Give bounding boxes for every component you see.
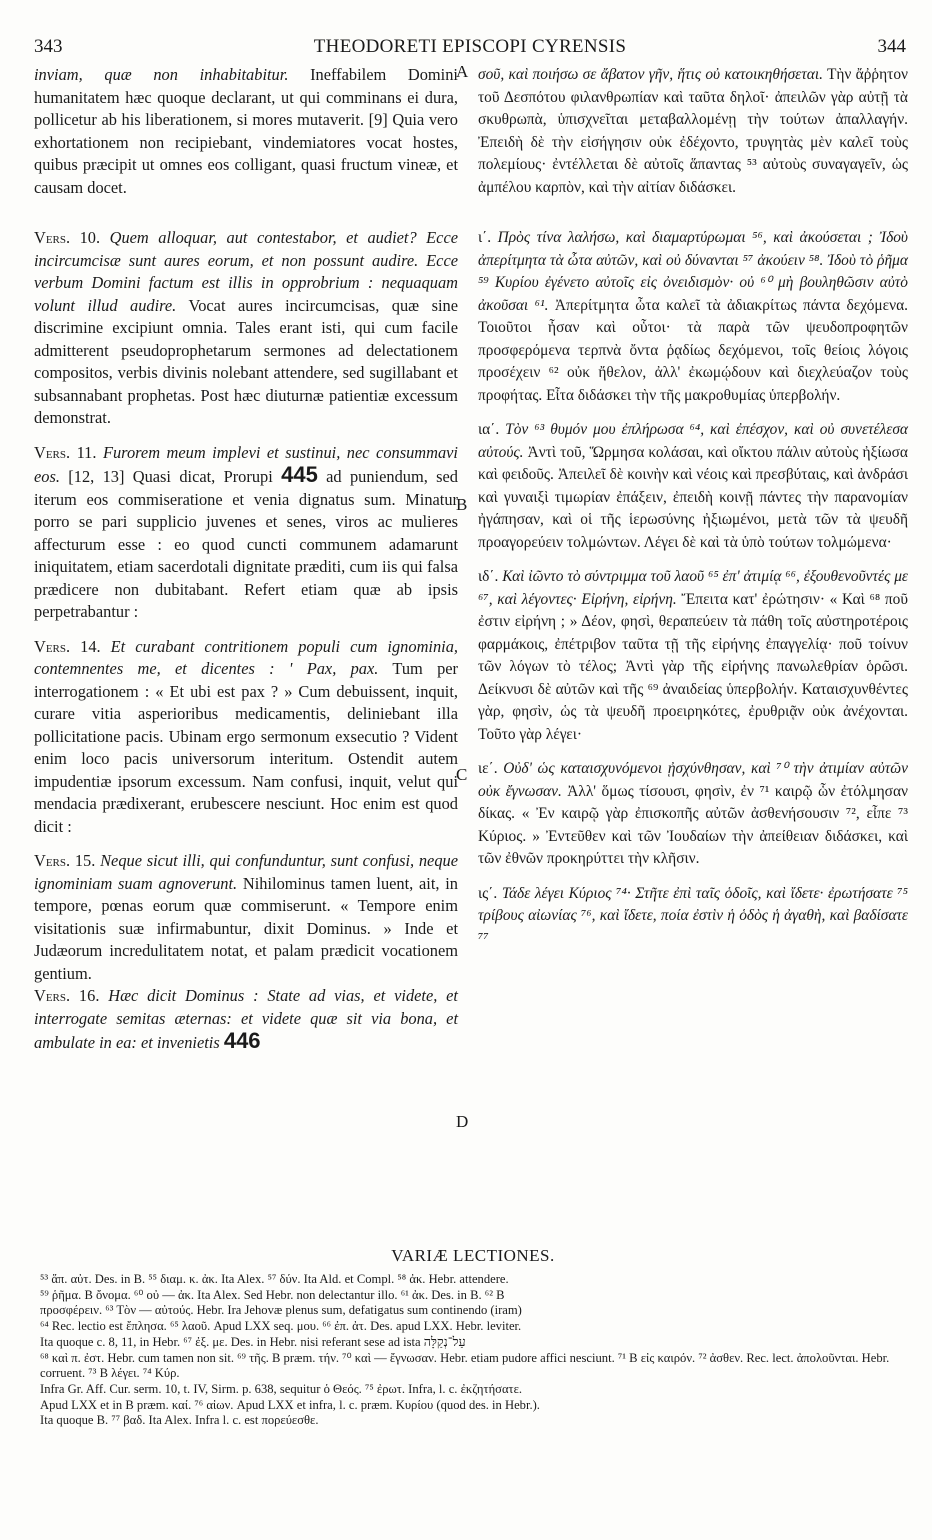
variant-note-line: ⁶⁸ καὶ π. ἐστ. Hebr. cum tamen non sit. ⁶⁹ τῆς. B præm. τήν. ⁷⁰ καὶ — ἔγνωσαν. Hebr. etiam pudore affici nesciunt. ⁷¹ B εἰς καιρόν. ⁷² ἀσθεν. Rec. lect. ἀπολοῦνται. Hebr. corruent. ⁷³ B λέγει. ⁷⁴ Κύρ. — [40, 1350, 890, 1381]
verse-label: Vers. 11. — [34, 442, 97, 462]
migne-column-number: 445 — [281, 462, 318, 487]
latin-commentary: ad puniendum, sed iterum eos commiseratione et venia dignatus sum. Minatur porro se pari supplicio juvenes et senes, viros ac mulieres affecturum esse : eo quod cuncti communem adamarunt iniquitatem, etiam sacerdotali dignitate præditi, cum iis qui falsa prædicere non dubitabant. Refert etiam quæ ab ipsis perpetrabantur : — [34, 467, 458, 621]
greek-paragraph — [478, 758, 908, 871]
variant-note-line: ⁵³ ἅπ. αὐτ. Des. in B. ⁵⁵ διαμ. κ. ἀκ. Ita Alex. ⁵⁷ δύν. Ita Ald. et Compl. ⁵⁸ ἀκ. Hebr. attendere. — [40, 1272, 509, 1286]
latin-paragraph — [34, 985, 458, 1055]
page-number-right: 344 — [877, 36, 906, 57]
greek-paragraph — [478, 419, 908, 554]
latin-commentary: Nihilominus tamen luent, ait, in tempore, pœnas eorum quæ commiserunt. « Tempore enim visitationis suæ infirmabuntur, dixit Dominus. » Inde et Judæorum incredulitatem notat, et palam prædicit vocationem gentium. — [34, 873, 458, 983]
greek-lemma: Τὸν ⁶³ θυμόν μου ἐπλήρωσα ⁶⁴, καὶ ἐπέσχον, καὶ οὐ συνετέλεσα αὐτούς. — [478, 421, 908, 461]
variant-note-line: Ita quoque c. 8, 11, in Hebr. ⁶⁷ ἐξ. με. Des. in Hebr. nisi referant sese ad ista עַל־נְקַלָּה — [40, 1334, 466, 1349]
variant-note-line: ⁶⁴ Rec. lectio est ἔπλησα. ⁶⁵ λαοῦ. Apud LXX seq. μου. ⁶⁶ ἐπ. ἀτ. Des. apud LXX. Hebr. leviter. — [40, 1319, 522, 1334]
verse-label: Vers. 16. — [34, 986, 100, 1005]
verse-label: ιδ΄. — [478, 568, 499, 585]
greek-lemma: Πρὸς τίνα λαλήσω, καὶ διαμαρτύρωμαι ⁵⁶, καὶ ἀκούσεται ; Ἰδοὺ ἀπερίτμητα τὰ ὦτα αὐτῶν, καὶ οὐ δύνανται ⁵⁷ ἀκούειν ⁵⁸. Ἰδοὺ τὸ ῥῆμα ⁵⁹ Κυρίου ἐγένετο αὐτοῖς εἰς ὀνειδισμὸν· οὐ ⁶⁰ μὴ βουληθῶσιν αὐτὸ ἀκοῦσαι ⁶¹. — [478, 229, 908, 314]
column-marker-b: B — [456, 495, 468, 514]
latin-paragraph — [34, 850, 458, 985]
verse-label: ια΄. — [478, 421, 500, 438]
migne-column-number: 446 — [223, 1028, 261, 1053]
greek-commentary: Τὴν ἄῤῥητον τοῦ Δεσπότου φιλανθρωπίαν καὶ ταῦτα δηλοῖ· ἀπειλῶν γὰρ αὐτῇ τὰ σκυθρωπὰ, ὑπισχνεῖται μεταβαλλομένῃ τὴν τούτων ἀπαλλαγήν. Ἐπειδὴ δὲ τὴν εἰσήγησιν οὐκ ἐδέχοντο, τρυγητὰς μὲν καλεῖ τοὺς πολεμίους· ἐντέλλεται δὲ αὐτοῖς ἅπαντας ⁵³ αὐτοὺς συναγαγεῖν, ὡς ἀμπέλου καρπὸν, καὶ τὴν αἰτίαν διδάσκει. — [478, 66, 908, 196]
greek-lemma: σοῦ, καὶ ποιήσω σε ἄβατον γῆν, ἥτις οὐ κατοικηθήσεται. — [478, 66, 823, 83]
page-header — [34, 36, 906, 60]
greek-lemma: Οὐδ' ὡς καταισχυνόμενοι ᾐσχύνθησαν, καὶ ⁷⁰ τὴν ἀτιμίαν αὐτῶν οὐκ ἔγνωσαν. — [478, 760, 908, 800]
page-number-left: 343 — [34, 36, 63, 57]
verse-label: ις΄. — [478, 884, 498, 902]
variant-note-line: Ita quoque B. ⁷⁷ βαδ. Ita Alex. Infra l. c. est πορεύεσθε. — [40, 1413, 319, 1428]
greek-commentary: Ἔπειτα κατ' ἐρώτησιν· « Καὶ ⁶⁸ ποῦ ἐστιν εἰρήνη ; » Δέον, φησὶ, θεραπεύειν τὰ πάθη τοῖς αὐστηροτέροις φαρμάκοις, ἐπέτριβον ταῦτα τῇ τῆς εἰρήνης ἐπαγγελίᾳ· ποῦ τοίνυν τῶν λόγων τὸ τέλος; Ἀντὶ γὰρ τῆς εἰρήνης πανωλεθρίαν ὁρῶσι. Δείκνυσι δὲ αὐτῶν καὶ τῆς ⁶⁹ ἀναιδείας ὑπερβολήν. Καταισχυνθέντες γὰρ, φησὶν, ὡς τὰ ψευδῆ προειρηκότες, ἐρυθριᾷν οὐκ ἀνέχονται. Τοῦτο γὰρ λέγει· — [478, 590, 908, 743]
verse-label: ι΄. — [478, 229, 492, 246]
running-title: THEODORETI EPISCOPI CYRENSIS — [313, 36, 627, 57]
latin-lemma: inviam, quæ non inhabitabitur. — [34, 65, 289, 84]
verse-label: Vers. 10. — [34, 228, 101, 247]
latin-commentary: [12, 13] Quasi dicat, Prorupi — [59, 467, 282, 486]
latin-paragraph — [34, 442, 458, 624]
variant-note-line: προσφέρειν. ⁶³ Τὸν — αὐτούς. Hebr. Ira Jehovæ plenus sum, defatigatus sum continendo (iram) — [40, 1303, 522, 1318]
greek-paragraph — [478, 883, 908, 951]
verse-label: Vers. 14. — [34, 636, 101, 656]
latin-paragraph — [34, 636, 458, 839]
column-marker-d: D — [456, 1112, 469, 1131]
latin-column — [34, 64, 458, 1055]
variae-lectiones-heading: VARIÆ LECTIONES. — [391, 1246, 555, 1265]
latin-paragraph — [34, 227, 458, 430]
greek-lemma: Καὶ ἰῶντο τὸ σύντριμμα τοῦ λαοῦ ⁶⁵ ἐπ' ἀτιμίᾳ ⁶⁶, ἐξουθενοῦντές με ⁶⁷, καὶ λέγοντες· Εἰρήνη, εἰρήνη. — [478, 568, 908, 608]
latin-lemma: Quem alloquar, aut contestabor, et audiet? Ecce incircumcisæ sunt aures eorum, et non possunt audire. Ecce verbum Domini factum est illis in opprobrium : nequaquam volunt illud audire. — [34, 228, 458, 315]
greek-paragraph — [478, 566, 908, 746]
latin-commentary: Ineffabilem Domini humanitatem hæc quoque declarant, ut qui comminans ei dura, pollicetur ab his liberationem, si mores mutaverit. [9] Quia vero exhortationem non recipiebant, vindemiatores vocat hostes, quibus præcipit ut omnes eos colligant, quasi fructum vineæ, et causam docet. — [34, 65, 458, 197]
latin-lemma: Furorem meum implevi et sustinui, nec consummavi eos. — [34, 442, 458, 486]
latin-lemma: Et curabant contritionem populi cum ignominia, contemnentes me, et dicentes : ' Pax, pax. — [34, 636, 458, 678]
column-marker-a: A — [456, 62, 469, 81]
verse-label: ιε΄. — [478, 760, 498, 777]
latin-lemma: Neque sicut illi, qui confunduntur, sunt confusi, neque ignominiam suam agnoverunt. — [34, 851, 458, 893]
variant-readings — [40, 1272, 904, 1429]
verse-label: Vers. 15. — [34, 851, 96, 870]
variant-note-line: Infra Gr. Aff. Cur. serm. 10, t. IV, Sirm. p. 638, sequitur ὁ Θεός. ⁷⁵ ἐρωτ. Infra, l. c. ἐκζητήσατε. — [40, 1381, 523, 1396]
variant-note-line: Apud LXX et in B præm. καί. ⁷⁶ αἰων. Apud LXX et infra, l. c. præm. Κυρίου (quod des. in Hebr.). — [40, 1397, 540, 1412]
greek-commentary: Ἀντὶ τοῦ, Ὥρμησα κολάσαι, καὶ οἴκτου πάλιν αὐτοὺς ἠξίωσα καὶ φειδοῦς. Ἀπειλεῖ δὲ κοινὴν καὶ νέοις καὶ πρεσβύταις, καὶ ἀνδράσι καὶ γυναιξὶ τιμωρίαν ἐπάξειν, ἐπειδὴ κοινῇ πάντες τὴν παρανομίαν ἠγάπησαν, καὶ οἱ τῆς ἱερωσύνης ἠξιωμένοι, μετὰ τῶν τὰ ψευδῆ προαγορεύειν τολμώντων. Λέγει δὲ καὶ τὰ ὑπὸ τούτων τολμώμενα· — [478, 443, 908, 551]
greek-commentary: Ἀπερίτμητα ὦτα καλεῖ τὰ ἀδιακρίτως πάντα δεχόμενα. Τοιοῦτοι ἦσαν καὶ οὗτοι· τὰ παρὰ τῶν ψευδοπροφητῶν προσφερόμενα τερπνὰ ὄντα ῥᾳδίως δεχόμενοι, τοῖς θείοις λόγοις προσέχειν ⁶² οὐκ ἤθελον, ἀλλ' ἐκωμῴδουν καὶ διεχλεύαζον τοὺς προφήτας. Εἶτα διδάσκει τὴν τῆς μακροθυμίας ὑπερβολήν. — [478, 296, 908, 404]
column-marker-c: C — [456, 765, 468, 784]
latin-commentary: Vocat aures incircumcisas, quæ sine discrimine excipiunt omnia. Tales erant isti, qui cum facile admitterent pseudoprophetarum sermones ad delectationem compositos, verbis divinis nolebant attendere, sed sugillabant et subsannabant prophetas. Post hæc diuturnæ patientiæ excessum demonstrat. — [34, 295, 458, 427]
variant-note-line: ⁵⁹ ῥῆμα. B ὄνομα. ⁶⁰ οὐ — ἀκ. Ita Alex. Sed Hebr. non delectantur illo. ⁶¹ ἀκ. Des. in B. ⁶² B — [40, 1287, 505, 1302]
greek-paragraph — [478, 64, 908, 199]
greek-column — [478, 64, 908, 950]
latin-lemma: Hæc dicit Dominus : State ad vias, et videte, et interrogate semitas æternas: et videte quæ sit via bona, et ambulate in ea: et invenietis — [34, 986, 458, 1052]
latin-paragraph — [34, 64, 458, 199]
greek-lemma: Τάδε λέγει Κύριος ⁷⁴· Στῆτε ἐπὶ ταῖς ὁδοῖς, καὶ ἴδετε· ἐρωτήσατε ⁷⁵ τρίβους αἰωνίας ⁷⁶, καὶ ἴδετε, ποία ἐστὶν ἡ ὁδὸς ἡ ἀγαθὴ, καὶ βαδίσατε ⁷⁷ — [478, 884, 908, 947]
latin-commentary: Tum per interrogationem : « Et ubi est pax ? » Cum debuissent, inquit, curare vitia asperioribus medicamentis, deliniebant illa pollicitatione pacis. Ubinam ergo sermonum exsecutio ? Vident enim loco pacis universorum interitum. Ostendit autem impudentiæ ipsorum excessum. Nam confusi, inquit, velut qui mendacia prædixerant, erubescere nesciunt. Hoc enim est quod dicit : — [34, 659, 458, 836]
greek-paragraph — [478, 227, 908, 407]
greek-commentary: Ἀλλ' ὅμως τίσουσι, φησὶν, ἐν ⁷¹ καιρῷ ὧν ἐτόλμησαν δίκας. « Ἐν καιρῷ γὰρ ἐπισκοπῆς αὐτῶν ἀσθενήσουσιν ⁷², εἶπε ⁷³ Κύριος. » Ἐντεῦθεν καὶ τῶν Ἰουδαίων τὴν ἀπείθειαν διδάσκει, καὶ τῶν ἐθνῶν προκηρύττει τὴν κλῆσιν. — [478, 782, 908, 867]
